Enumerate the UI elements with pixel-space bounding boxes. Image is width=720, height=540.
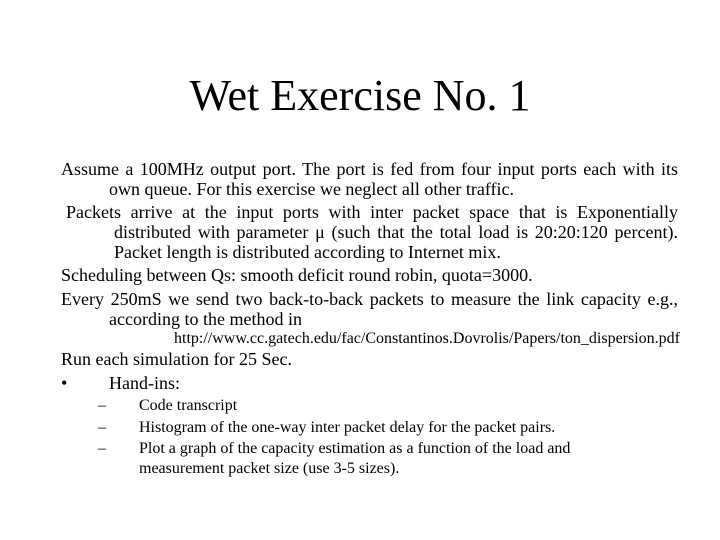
paragraph-simulation-duration: Run each simulation for 25 Sec. [61,349,292,369]
dash-icon: – [98,440,106,457]
dash-icon: – [98,419,106,436]
reference-link[interactable]: http://www.cc.gatech.edu/fac/Constantinos.Dovrolis/Papers/ton_dispersion.pdf [174,330,680,347]
slide-title: Wet Exercise No. 1 [189,71,531,120]
bullet-icon: • [61,373,68,393]
sub-item-text: Code transcript [139,397,238,414]
paragraph-packet-arrival: Packets arrive at the input ports with inter packet space that is Exponentially distributed with parameter μ (such that the total load is 20:20:120 percent). Packet length is distributed according to Internet mix. [66,202,678,262]
paragraph-scheduling: Scheduling between Qs: smooth deficit round robin, quota=3000. [61,265,533,285]
paragraph-capacity-measurement: Every 250mS we send two back-to-back packets to measure the link capacity e.g., according to the method in [61,289,678,329]
paragraph-output-port: Assume a 100MHz output port. The port is fed from four input ports each with its own queue. For this exercise we neglect all other traffic. [61,159,678,199]
sub-item-text: Plot a graph of the capacity estimation as a function of the load and measurement packet size (use 3-5 sizes). [139,440,571,477]
dash-icon: – [98,397,106,414]
bullet-label: Hand-ins: [109,373,180,393]
sub-item-text: Histogram of the one-way inter packet delay for the packet pairs. [139,419,556,436]
